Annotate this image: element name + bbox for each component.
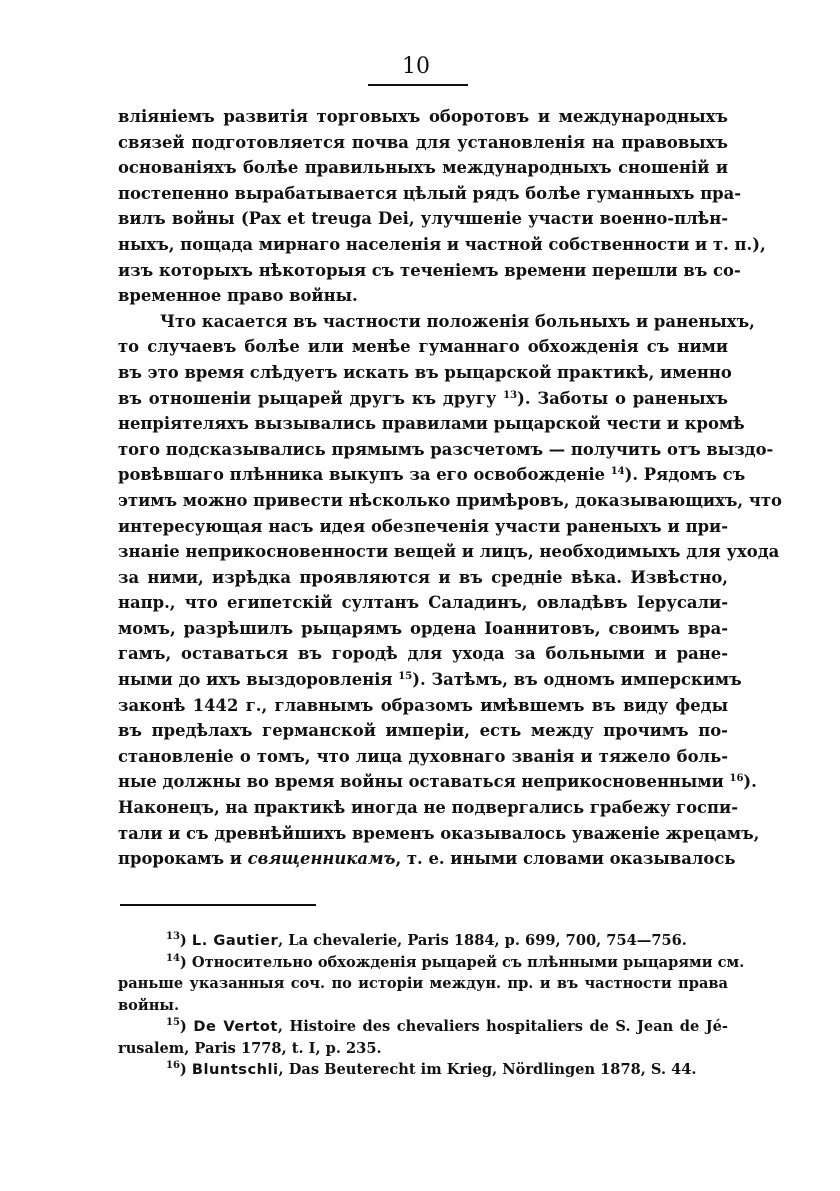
text-line xyxy=(118,769,757,795)
text-fragment: , т. е. иными словами оказывалось xyxy=(395,849,736,869)
footnote xyxy=(118,1016,728,1059)
text-line: тали и съ древнѣйшихъ временъ оказывалось уваженіе жрецамъ, xyxy=(118,823,760,843)
text-line: момъ, разрѣшилъ рыцарямъ ордена Іоаннитовъ, своимъ вра- xyxy=(118,618,728,638)
text-fragment: въ отношеніи рыцарей другъ къ другу xyxy=(118,388,497,408)
text-line: знаніе неприкосновенности вещей и лицъ, необходимыхъ для ухода xyxy=(118,542,780,562)
footnote-number: 15 xyxy=(166,1017,180,1028)
text-line xyxy=(118,462,746,488)
footnote-ref[interactable]: 13 xyxy=(503,389,518,401)
footnote xyxy=(118,952,745,1017)
main-text xyxy=(118,104,782,872)
text-line xyxy=(118,846,736,872)
text-line: Что касается въ частности положенія больныхъ и раненыхъ, xyxy=(160,311,755,331)
text-line: интересующая насъ идея обезпеченія участи раненыхъ и при- xyxy=(118,516,728,536)
text-fragment: ровѣвшаго плѣнника выкупъ за его освобожденіе xyxy=(118,465,605,485)
footnote-line: $^{14}$) Относительно обхожденія рыцарей съ плѣнными рыцарями см. xyxy=(166,952,745,971)
text-line: за ними, изрѣдка проявляются и въ средніе вѣка. Извѣстно, xyxy=(118,567,728,587)
text-line: гамъ, оставаться въ городѣ для ухода за больными и ране- xyxy=(118,644,728,664)
text-line: постепенно вырабатывается цѣлый рядъ болѣе гуманныхъ пра- xyxy=(118,183,742,203)
text-line: законѣ 1442 г., главнымъ образомъ имѣвшемъ въ виду феды xyxy=(118,695,728,715)
footnote-number: 16 xyxy=(166,1060,180,1071)
footnote-line: $^{16}$) Bluntschli, Das Beuterecht im Krieg, Nördlingen 1878, S. 44. xyxy=(166,1060,697,1078)
footnote-line: войны. xyxy=(118,996,180,1014)
footnote xyxy=(118,930,728,952)
text-line: вліяніемъ развитія торговыхъ оборотовъ и международныхъ xyxy=(118,107,728,126)
text-fragment: пророкамъ и xyxy=(118,849,242,869)
page-number: 10 xyxy=(402,54,430,79)
text-line xyxy=(118,667,742,693)
text-fragment: ). Рядомъ съ xyxy=(624,465,746,485)
text-fragment-italic: священникамъ xyxy=(247,849,396,869)
text-line: въ предѣлахъ германской имперіи, есть между прочимъ по- xyxy=(118,721,728,741)
text-line: непріятеляхъ вызывались правилами рыцарской чести и кромѣ xyxy=(118,414,745,434)
footnote-author: L. Gautier xyxy=(191,932,279,949)
footnotes xyxy=(118,930,745,1081)
footnote-ref[interactable]: 14 xyxy=(610,466,625,478)
text-line: то случаевъ болѣе или менѣе гуманнаго обхожденія съ ними xyxy=(118,337,728,357)
text-line: въ это время слѣдуетъ искать въ рыцарской практикѣ, именно xyxy=(118,362,732,382)
text-line: изъ которыхъ нѣкоторыя съ теченіемъ времени перешли въ со- xyxy=(118,260,741,280)
footnote-number: 14 xyxy=(166,952,180,964)
footnote-line: $^{13}$) L. Gautier, La chevalerie, Paris 1884, p. 699, 700, 754—756. xyxy=(166,931,687,949)
footnote-author: Bluntschli xyxy=(191,1061,279,1078)
footnote-text: , La chevalerie, Paris 1884, p. 699, 700, 754—756. xyxy=(278,932,687,949)
text-line: того подсказывались прямымъ разсчетомъ — получить отъ выздо- xyxy=(118,439,774,459)
text-fragment: ). Затѣмъ, въ одномъ имперскимъ xyxy=(412,670,742,690)
text-line: связей подготовляется почва для установленія на правовыхъ xyxy=(118,132,728,152)
footnote-line: раньше указанныя соч. по исторіи междун. пр. и въ частности права xyxy=(118,975,728,992)
text-line: вилъ войны (Pax et treuga Dei, улучшеніе участи военно-плѣн- xyxy=(118,209,728,229)
text-line: становленіе о томъ, что лица духовнаго званія и тяжело боль- xyxy=(118,746,728,766)
text-fragment: ). xyxy=(743,772,757,792)
text-fragment: ). Заботы о раненыхъ xyxy=(517,388,728,408)
text-line: основаніяхъ болѣе правильныхъ международныхъ сношеній и xyxy=(118,158,728,178)
footnote-number: 13 xyxy=(166,931,180,942)
text-line: этимъ можно привести нѣсколько примѣровъ, доказывающихъ, что xyxy=(118,490,782,510)
footnote-separator xyxy=(120,904,316,906)
text-line: Наконецъ, на практикѣ иногда не подвергались грабежу госпи- xyxy=(118,798,738,818)
footnote-text: Относительно обхожденія рыцарей съ плѣнными рыцарями см. xyxy=(191,953,745,971)
text-fragment: ными до ихъ выздоровленія xyxy=(118,670,393,690)
text-fragment: ные должны во время войны оставаться неприкосновенными xyxy=(118,772,724,792)
footnote-ref[interactable]: 16 xyxy=(729,773,744,785)
text-line: временное право войны. xyxy=(118,286,358,306)
footnote-line: rusalem, Paris 1778, t. I, p. 235. xyxy=(118,1039,382,1057)
footnote-author: De Vertot xyxy=(193,1018,278,1035)
text-line: ныхъ, пощада мирнаго населенія и частной собственности и т. п.), xyxy=(118,234,766,254)
footnote-line: $^{15}$) De Vertot, Histoire des chevaliers hospitaliers de S. Jean de Jé- xyxy=(166,1017,728,1035)
text-line xyxy=(118,386,728,412)
footnote-text: , Das Beuterecht im Krieg, Nördlingen 1878, S. 44. xyxy=(278,1061,697,1078)
footnote-ref[interactable]: 15 xyxy=(398,671,413,683)
footnote xyxy=(118,1059,728,1081)
page-number-rule xyxy=(368,84,468,86)
footnote-text: , Histoire des chevaliers hospitaliers de S. Jean de Jé- xyxy=(277,1018,728,1035)
text-line: напр., что египетскій султанъ Саладинъ, овладѣвъ Іерусали- xyxy=(118,593,728,613)
